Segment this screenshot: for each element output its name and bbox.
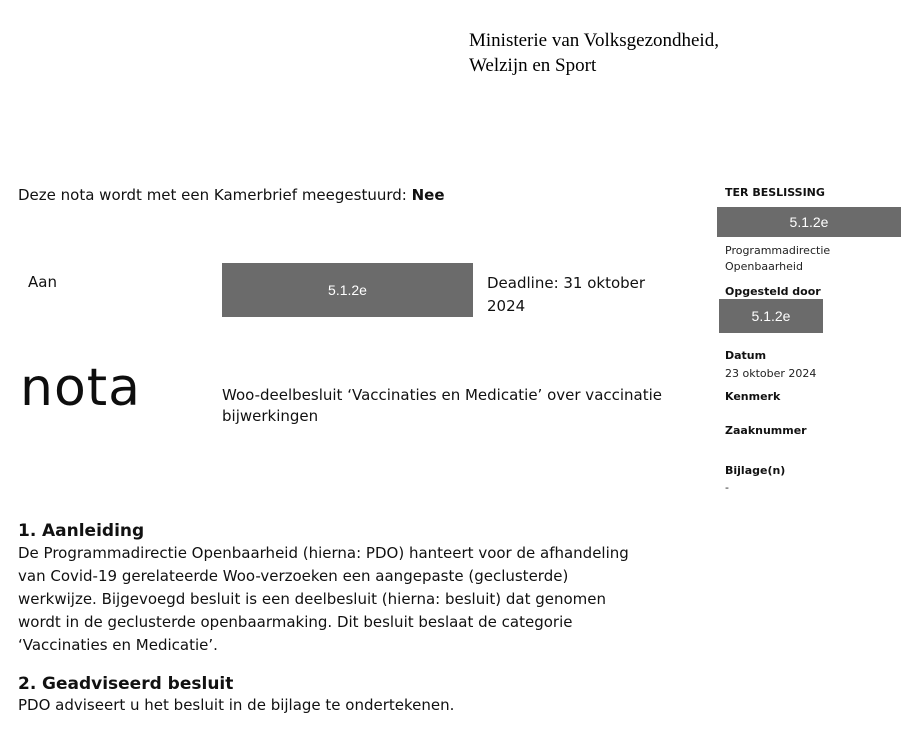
kenmerk-label: Kenmerk [725, 390, 781, 403]
section-1-body [18, 542, 718, 657]
opgesteld-door-label: Opgesteld door [725, 285, 821, 298]
ministry-name-line1: Ministerie van Volksgezondheid, [469, 30, 719, 51]
addressee-label: Aan [28, 273, 57, 291]
datum-label: Datum [725, 349, 767, 362]
redaction-code: 5.1.2e [751, 308, 791, 324]
paragraph-line: werkwijze. Bijgevoegd besluit is een deelbesluit (hierna: besluit) dat genomen [18, 590, 607, 608]
ter-beslissing-heading: TER BESLISSING [725, 186, 825, 199]
deadline-line2: 2024 [487, 297, 526, 315]
sidebar-redaction-2 [719, 299, 823, 333]
kamerbrief-value: Nee [411, 186, 445, 204]
datum-value: 23 oktober 2024 [725, 367, 817, 380]
redaction-code: 5.1.2e [328, 282, 367, 298]
bijlage-value: - [725, 481, 729, 494]
addressee-redaction [222, 263, 473, 317]
ministry-logo-text [469, 28, 719, 78]
document-type-heading: nota [20, 358, 142, 418]
section-1-heading [18, 521, 144, 541]
bijlage-label: Bijlage(n) [725, 464, 786, 477]
section-number: 1. [18, 521, 37, 541]
directorate-line2: Openbaarheid [725, 260, 803, 273]
sidebar-redaction-1 [717, 207, 901, 237]
section-title: Geadviseerd besluit [42, 674, 234, 694]
subject [222, 385, 712, 427]
ministry-name-line2: Welzijn en Sport [469, 55, 597, 76]
redaction-code: 5.1.2e [789, 214, 829, 230]
paragraph-line: De Programmadirectie Openbaarheid (hierna: PDO) hanteert voor de afhandeling [18, 544, 629, 562]
directorate [725, 243, 830, 275]
section-title: Aanleiding [42, 521, 145, 541]
subject-line1: Woo-deelbesluit ‘Vaccinaties en Medicatie’ over vaccinatie [222, 386, 663, 404]
section-2-heading [18, 674, 233, 694]
subject-line2: bijwerkingen [222, 407, 319, 425]
kamerbrief-label: Deze nota wordt met een Kamerbrief meegestuurd: [18, 186, 407, 204]
zaaknummer-label: Zaaknummer [725, 424, 807, 437]
directorate-line1: Programmadirectie [725, 244, 831, 257]
section-2-body: PDO adviseert u het besluit in de bijlage te ondertekenen. [18, 696, 455, 714]
paragraph-line: wordt in de geclusterde openbaarmaking. Dit besluit beslaat de categorie [18, 613, 573, 631]
paragraph-line: ‘Vaccinaties en Medicatie’. [18, 636, 218, 654]
paragraph-line: van Covid-19 gerelateerde Woo-verzoeken een aangepaste (geclusterde) [18, 567, 569, 585]
section-number: 2. [18, 674, 37, 694]
deadline [487, 272, 687, 318]
kamerbrief-statement [18, 186, 445, 204]
deadline-line1: Deadline: 31 oktober [487, 274, 646, 292]
